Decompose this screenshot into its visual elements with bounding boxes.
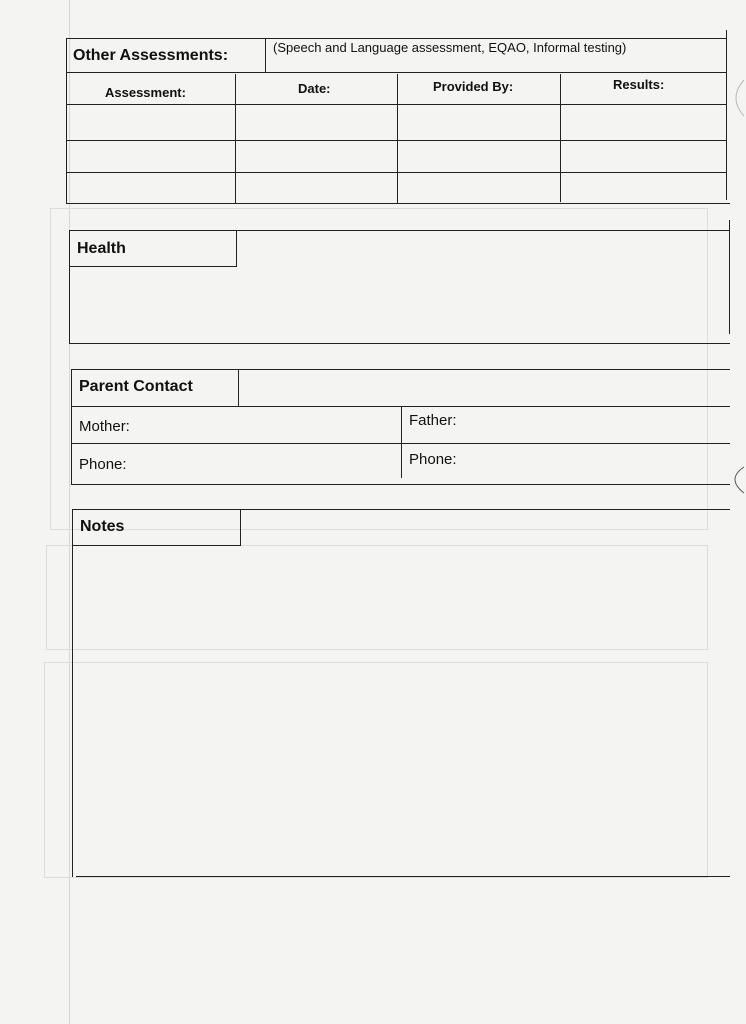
father-phone-label: Phone: [409, 451, 457, 468]
father-label: Father: [409, 412, 457, 429]
column-header-date: Date: [298, 81, 331, 96]
other-assessments-title: Other Assessments: [73, 47, 229, 64]
bleed-through-box [44, 662, 708, 878]
edge-bracket-mark [718, 465, 746, 495]
edge-bracket-mark [722, 78, 746, 118]
other-assessments-subtitle: (Speech and Language assessment, EQAO, Informal testing) [273, 40, 627, 55]
column-header-provided-by: Provided By: [433, 79, 514, 94]
health-title: Health [77, 240, 126, 257]
column-header-results: Results: [613, 77, 665, 92]
mother-phone-label: Phone: [79, 456, 127, 473]
notes-title: Notes [80, 518, 125, 535]
bleed-through-box [46, 545, 708, 650]
parent-contact-title: Parent Contact [79, 378, 193, 395]
column-header-assessment: Assessment: [105, 85, 186, 100]
mother-label: Mother: [79, 418, 130, 435]
